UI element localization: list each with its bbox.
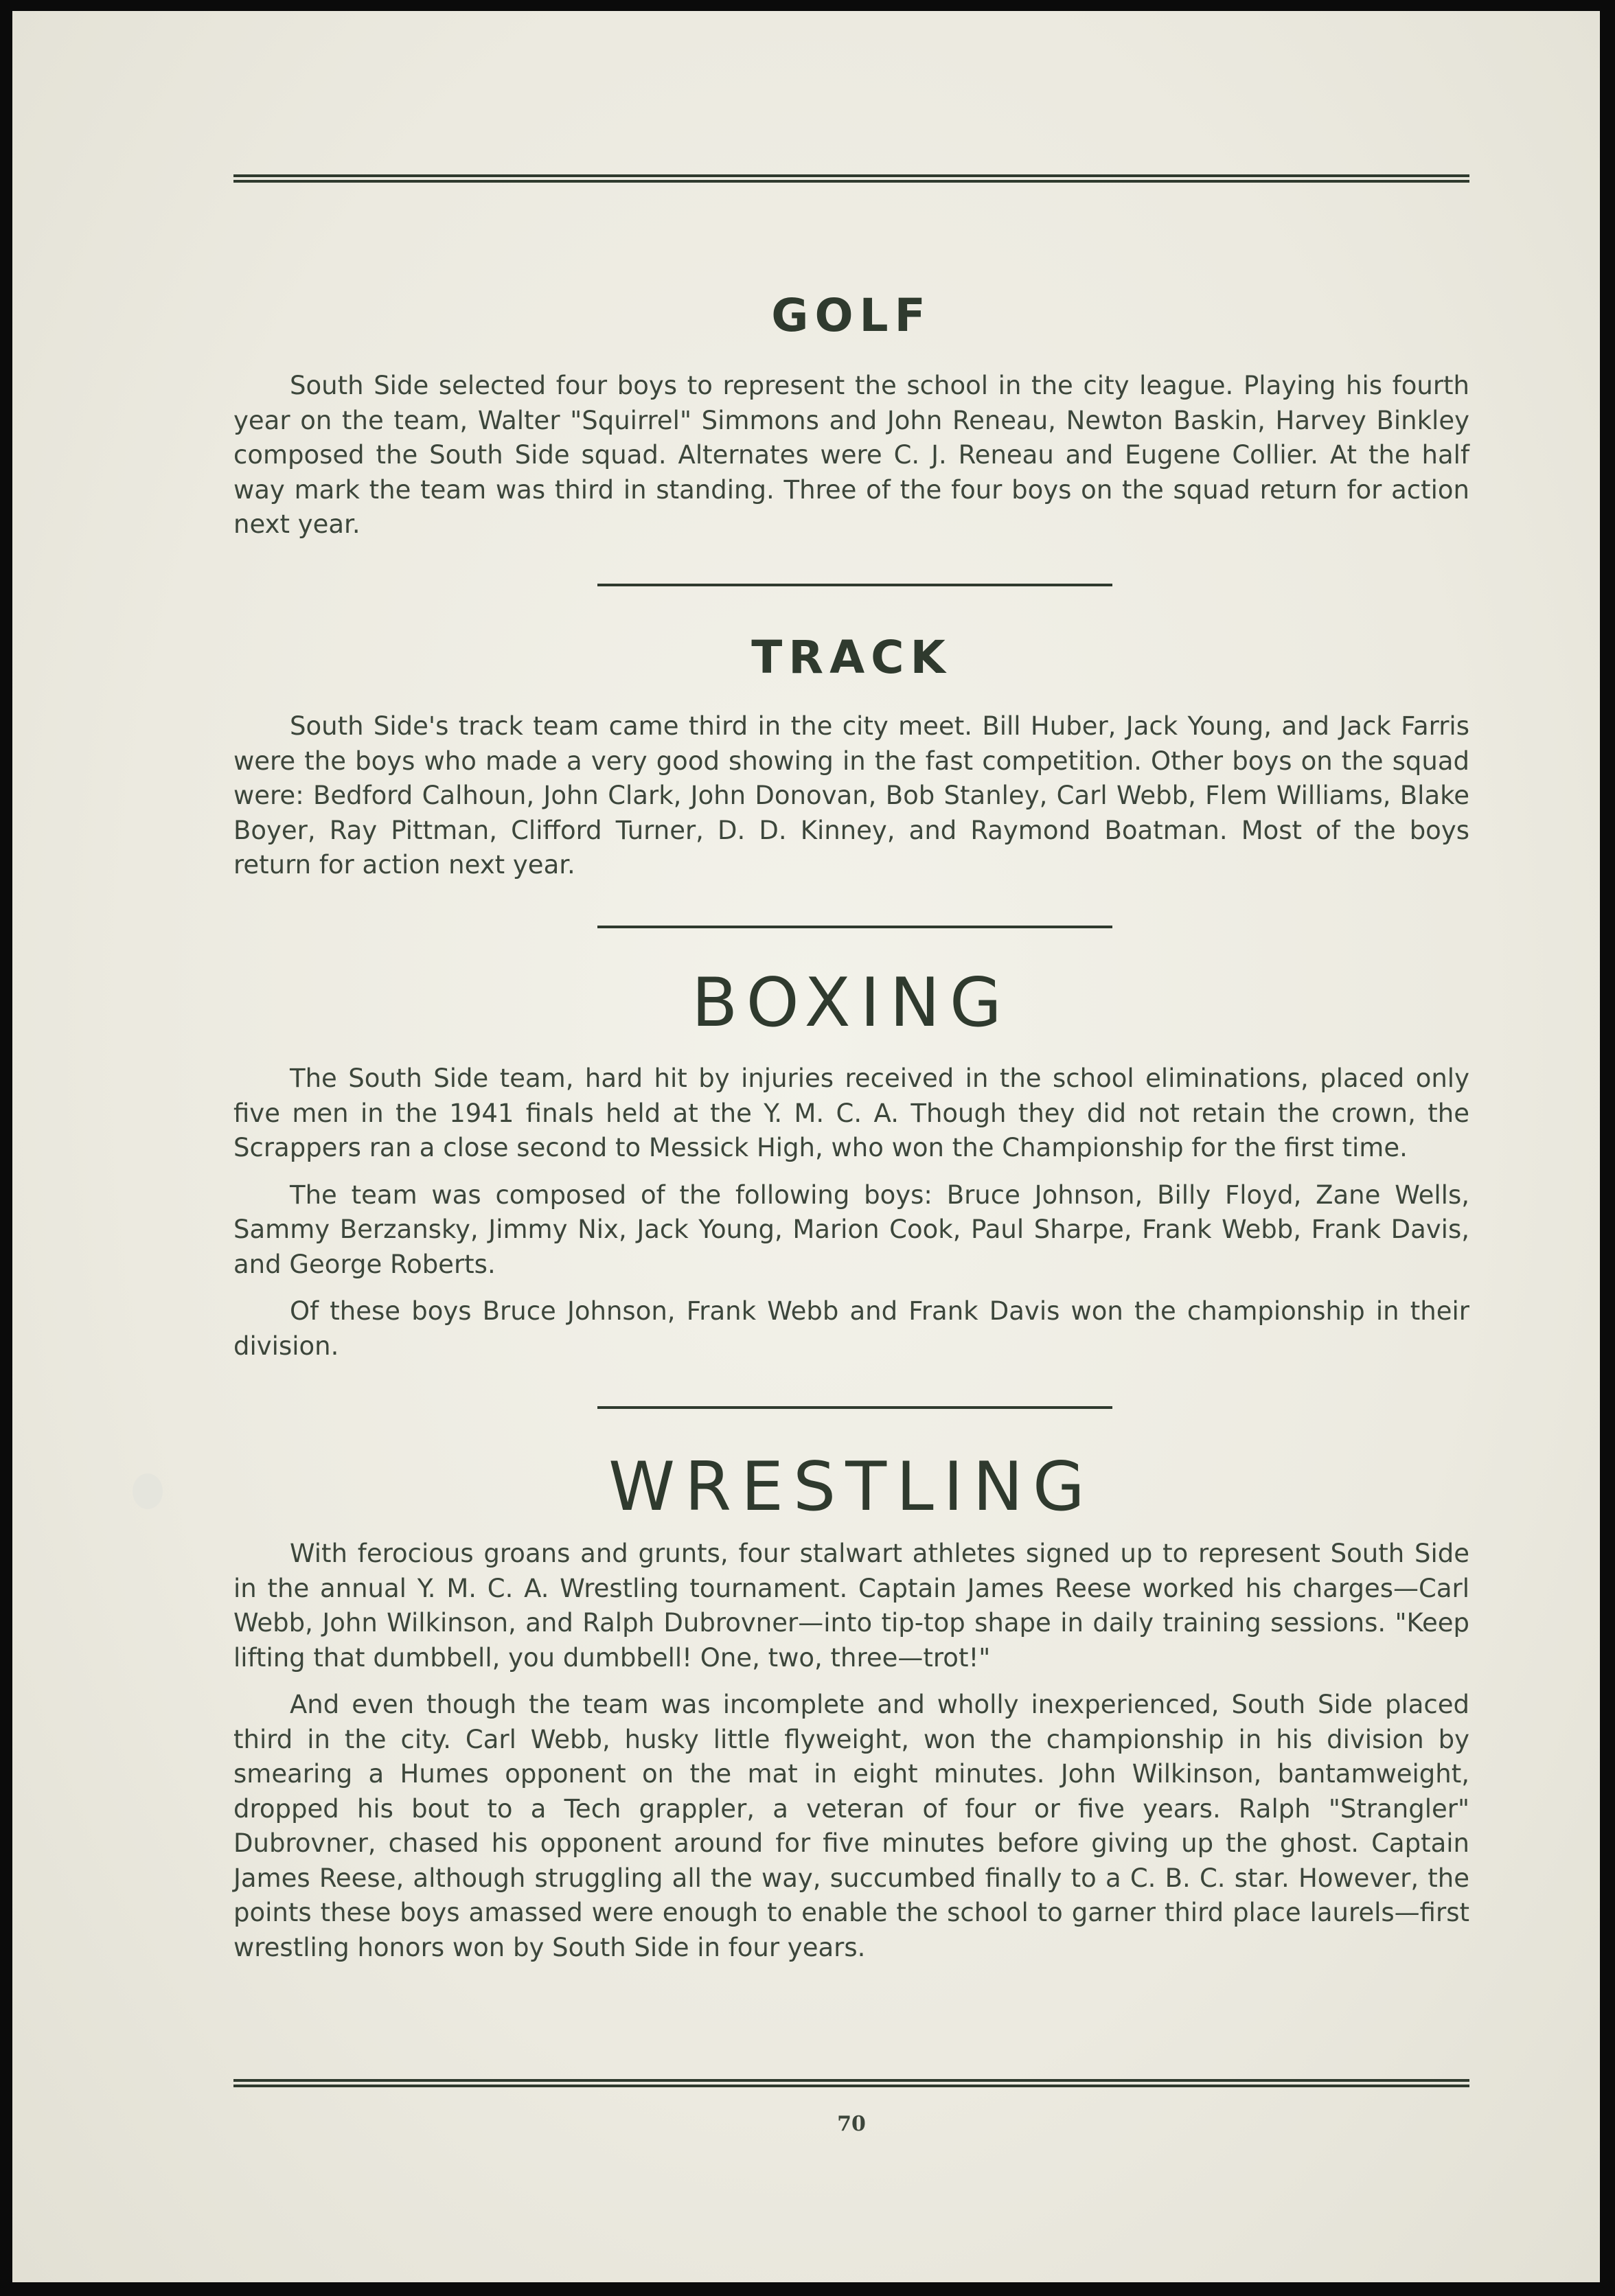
wrestling-heading: WRESTLING (608, 1448, 1095, 1526)
boxing-paragraph-2: The team was composed of the following boys: Bruce Johnson, Billy Floyd, Zane Wells, Sammy Berzansky, Jimmy Nix, Jack Young, Marion Cook, Paul Sharpe, Frank Webb, Frank Davis, and George Roberts. (233, 1180, 1469, 1279)
top-double-rule (233, 174, 1469, 183)
yearbook-page (12, 11, 1600, 2282)
bottom-double-rule (233, 2079, 1469, 2087)
paper-blemish (133, 1473, 163, 1509)
golf-section (233, 369, 1469, 555)
golf-heading: GOLF (771, 289, 932, 342)
track-paragraph-1: South Side's track team came third in the city meet. Bill Huber, Jack Young, and Jack Farris were the boys who made a very good showing in the fast competition. Other boys on the squad were: Bedford Calhoun, John Clark, John Donovan, Bob Stanley, Carl Webb, Flem Williams, Blake Boyer, Ray Pittman, Clifford Turner, D. D. Kinney, and Raymond Boatman. Most of the boys return for action next year. (233, 711, 1469, 880)
wrestling-paragraph-2: And even though the team was incomplete and wholly inexperienced, South Side placed third in the city. Carl Webb, husky little flyweight, won the championship in his division by smearing a Humes opponent on the mat in eight minutes. John Wilkinson, bantamweight, dropped his bout to a Tech grappler, a veteran of four or five years. Ralph "Strangler" Dubrovner, chased his opponent around for five minutes before giving up the ghost. Captain James Reese, although struggling all the way, succumbed finally to a C. B. C. star. However, the points these boys amassed were enough to enable the school to garner third place laurels—first wrestling honors won by South Side in four years. (233, 1690, 1469, 1962)
boxing-heading: BOXING (691, 964, 1011, 1042)
boxing-paragraph-1: The South Side team, hard hit by injuries received in the school eliminations, placed only five men in the 1941 finals held at the Y. M. C. A. Though they did not retain the crown, the Scrappers ran a close second to Messick High, who won the Championship for the first time. (233, 1064, 1469, 1162)
divider-track-boxing (597, 926, 1112, 928)
boxing-section (233, 1061, 1469, 1376)
wrestling-paragraph-1: With ferocious groans and grunts, four stalwart athletes signed up to represent South Side in the annual Y. M. C. A. Wrestling tournament. Captain James Reese worked his charges—Carl Webb, John Wilkinson, and Ralph Dubrovner—into tip-top shape in daily training sessions. "Keep lifting that dumbbell, you dumbbell! One, two, three—trot!" (233, 1539, 1469, 1673)
golf-paragraph-1: South Side selected four boys to represent the school in the city league. Playing his fourth year on the team, Walter "Squirrel" Simmons and John Reneau, Newton Baskin, Harvey Binkley composed the South Side squad. Alternates were C. J. Reneau and Eugene Collier. At the half way mark the team was third in standing. Three of the four boys on the squad return for action next year. (233, 371, 1469, 539)
divider-boxing-wrestling (597, 1406, 1112, 1409)
track-section (233, 709, 1469, 895)
divider-golf-track (597, 584, 1112, 586)
track-heading: TRACK (751, 631, 952, 684)
boxing-paragraph-3: Of these boys Bruce Johnson, Frank Webb and Frank Davis won the championship in their division. (233, 1296, 1469, 1361)
page-number: 70 (837, 2112, 866, 2136)
wrestling-section (233, 1537, 1469, 1977)
